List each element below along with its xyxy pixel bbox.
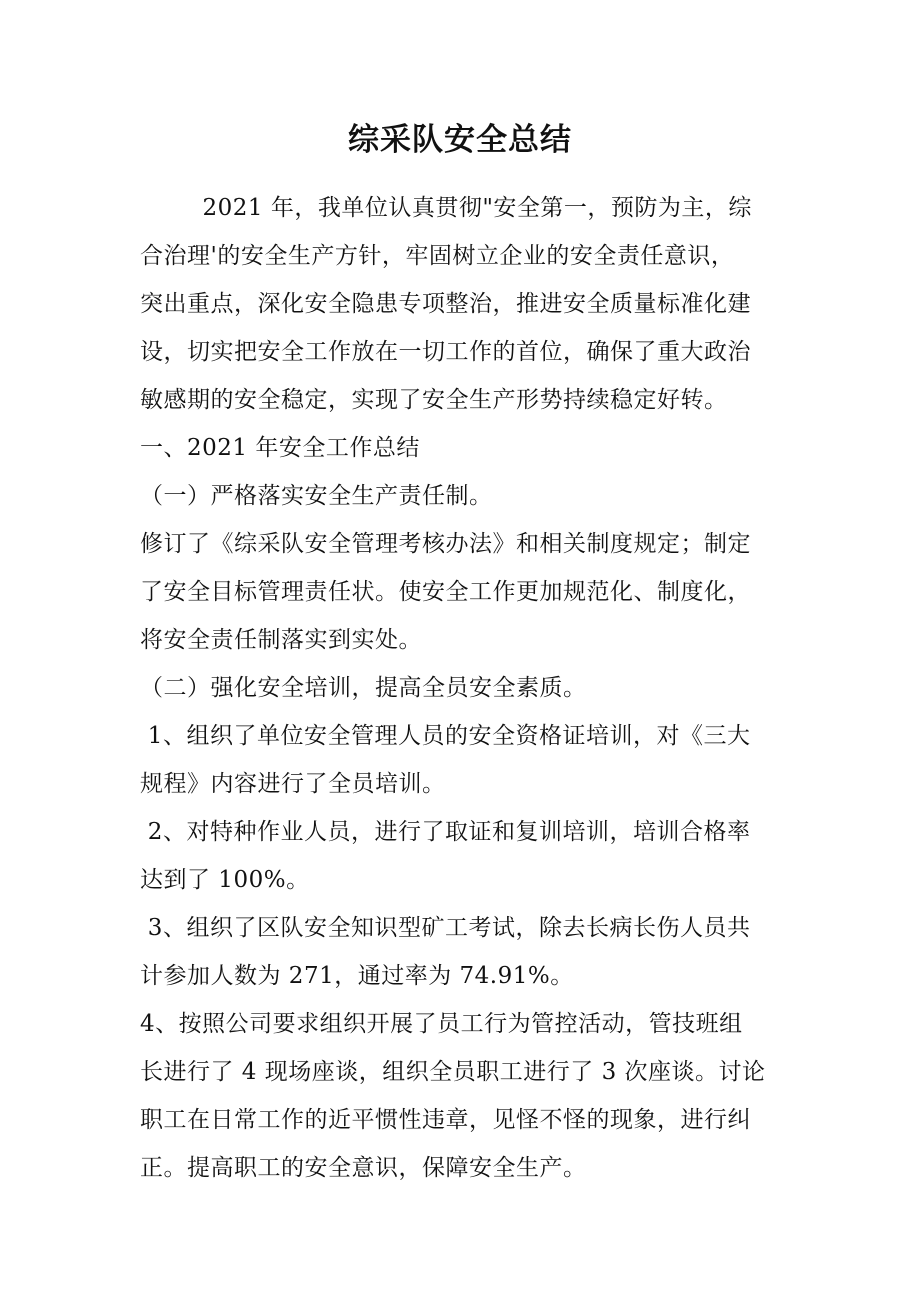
- section-heading: 一、2021 年安全工作总结: [140, 435, 420, 461]
- list-item-line: 长进行了 4 现场座谈，组织全员职工进行了 3 次座谈。讨论: [140, 1059, 766, 1085]
- document-title: 综采队安全总结: [348, 122, 572, 158]
- subsection-heading: （一）严格落实安全生产责任制。: [140, 483, 493, 509]
- list-item-line: 达到了 100%。: [140, 867, 310, 893]
- paragraph-line: 设，切实把安全工作放在一切工作的首位，确保了重大政治: [140, 339, 751, 365]
- paragraph-line: 将安全责任制落实到实处。: [140, 627, 422, 653]
- list-item-line: 1、组织了单位安全管理人员的安全资格证培训，对《三大: [140, 723, 751, 749]
- subsection-heading: （二）强化安全培训，提高全员安全素质。: [140, 675, 587, 701]
- list-item-line: 计参加人数为 271，通过率为 74.91%。: [140, 963, 574, 989]
- paragraph-line: 修订了《综采队安全管理考核办法》和相关制度规定；制定: [140, 531, 751, 557]
- paragraph-line: 2021 年，我单位认真贯彻"安全第一，预防为主，综: [140, 195, 752, 221]
- list-item-line: 2、对特种作业人员，进行了取证和复训培训，培训合格率: [140, 819, 751, 845]
- paragraph-line: 突出重点，深化安全隐患专项整治，推进安全质量标准化建: [140, 291, 751, 317]
- paragraph-line: 敏感期的安全稳定，实现了安全生产形势持续稳定好转。: [140, 387, 728, 413]
- paragraph-line: 合治理'的安全生产方针，牢固树立企业的安全责任意识，: [140, 243, 735, 269]
- list-item-line: 正。提高职工的安全意识，保障安全生产。: [140, 1155, 587, 1181]
- list-item-line: 4、按照公司要求组织开展了员工行为管控活动，管技班组: [140, 1011, 743, 1037]
- paragraph-line: 了安全目标管理责任状。使安全工作更加规范化、制度化，: [140, 579, 751, 605]
- list-item-line: 3、组织了区队安全知识型矿工考试，除去长病长伤人员共: [140, 915, 751, 941]
- list-item-line: 职工在日常工作的近平惯性违章，见怪不怪的现象，进行纠: [140, 1107, 751, 1133]
- list-item-line: 规程》内容进行了全员培训。: [140, 771, 446, 797]
